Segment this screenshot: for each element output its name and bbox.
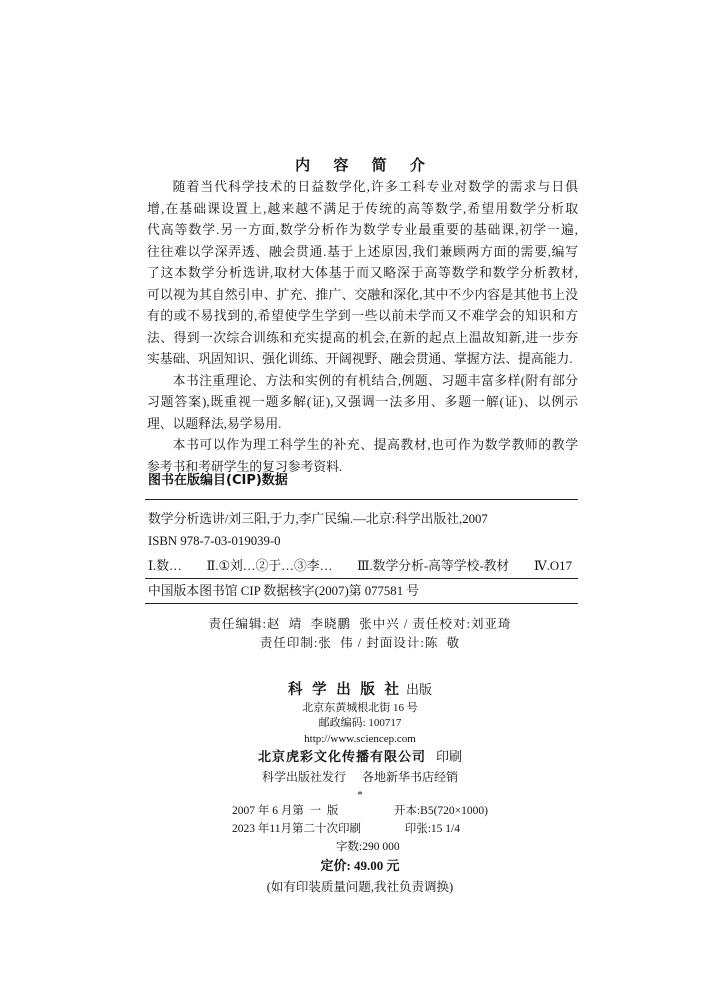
printing: 2023 年11月第二十次印刷 [232, 823, 361, 835]
printing-row [232, 821, 460, 837]
summary-line: 了这本数学分析选讲,取材大体基于而又略深于高等数学和数学分析教材, [147, 266, 578, 280]
credits-production: 责任印制:张 伟 / 封面设计:陈 敬 [259, 636, 461, 650]
cip-isbn: ISBN 978-7-03-019039-0 [148, 534, 281, 548]
summary-line: 增,在基础课设置上,越来越不满足于传统的高等数学,希望用数学分析取 [147, 201, 578, 216]
cip-divider [145, 499, 578, 500]
publisher-website: http://www.sciencep.com [304, 733, 416, 745]
publisher-action: 出版 [405, 682, 432, 697]
separator-asterisk: * [357, 789, 363, 801]
summary-line: 理、以题释法,易学易用. [147, 416, 282, 431]
word-count: 字数:290 000 [336, 841, 400, 853]
cip-divider [145, 578, 578, 579]
printer-action: 印刷 [436, 749, 463, 764]
cip-class-item: Ⅰ.数… [148, 559, 182, 573]
cip-class-item: Ⅱ.①刘…②于…③李… [206, 559, 333, 573]
cip-classification [148, 557, 572, 575]
printed-sheets: 印张:15 1/4 [404, 823, 460, 835]
cip-record-number: 中国版本图书馆 CIP 数据核字(2007)第 077581 号 [148, 584, 420, 598]
credits-editors: 责任编辑:赵 靖 李晓鹏 张中兴 / 责任校对:刘亚琦 [208, 617, 512, 631]
summary-line: 习题答案),既重视一题多解(证),又强调一法多用、多题一解(证)、以例示 [147, 395, 578, 409]
edition: 2007 年 6 月第 一 版 [232, 805, 339, 817]
printer-name: 北京虎彩文化传播有限公司 [257, 749, 426, 764]
price: 定价: 49.00 元 [320, 858, 400, 873]
edition-row [232, 803, 488, 819]
book-format: 开本:B5(720×1000) [393, 805, 488, 817]
summary-paragraph [147, 177, 578, 371]
summary-line: 法、得到一次综合训练和充实提高的机会,在新的起点上温故知新,进一步夯 [147, 330, 578, 345]
publisher-name: 科 学 出 版 社 [287, 682, 402, 698]
summary-line: 本书注重理论、方法和实例的有机结合,例题、习题丰富多样(附有部分 [172, 373, 578, 388]
summary-title: 内 容 简 介 [295, 156, 434, 174]
publisher-address: 北京东黄城根北街 16 号 [302, 702, 418, 714]
summary-body [147, 177, 578, 478]
cip-entry: 数学分析选讲/刘三阳,于力,李广民编.—北京:科学出版社,2007 [148, 512, 488, 526]
summary-paragraph [147, 371, 578, 436]
cip-class-item: Ⅲ.数学分析-高等学校-教材 [357, 559, 510, 573]
summary-line: 往往难以学深弄透、融会贯通.基于上述原因,我们兼顾两方面的需要,编写 [147, 244, 578, 259]
summary-line: 有的或不易找到的,希望使学生学到一些以前未学而又不难学会的知识和方 [147, 309, 578, 323]
distribution-line [0, 768, 720, 786]
publisher-postcode: 邮政编码: 100717 [318, 717, 402, 729]
cip-class-item: Ⅳ.O17 [533, 559, 572, 573]
summary-line: 随着当代科学技术的日益数学化,许多工科专业对数学的需求与日俱 [172, 180, 578, 194]
printer-line [0, 748, 720, 766]
summary-line: 可以视为其自然引申、扩充、推广、交融和深化,其中不少内容是其他书上没 [147, 287, 578, 302]
quality-notice: (如有印装质量问题,我社负责调换) [266, 880, 454, 894]
cip-heading: 图书在版编目(CIP)数据 [148, 473, 288, 488]
retailer: 各地新华书店经销 [362, 770, 459, 784]
cip-divider [145, 603, 578, 604]
distributor: 科学出版社发行 [261, 770, 346, 784]
summary-line: 参考书和考研学生的复习参考资料. [147, 459, 343, 474]
summary-line: 实基础、巩固知识、强化训练、开阔视野、融会贯通、掌握方法、提高能力. [147, 352, 573, 366]
summary-line: 本书可以作为理工科学生的补充、提高教材,也可作为数学教师的教学 [172, 438, 578, 452]
summary-line: 代高等数学.另一方面,数学分析作为数学专业最重要的基础课,初学一遍, [147, 223, 578, 237]
publisher-line [0, 680, 720, 700]
